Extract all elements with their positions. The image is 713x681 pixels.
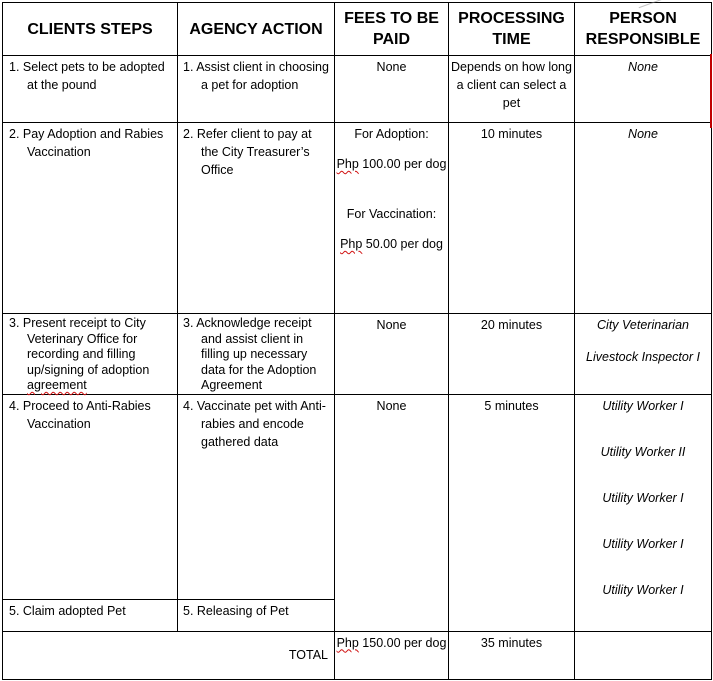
person-3-line-1: City Veterinarian (597, 318, 689, 332)
time-3-cell: 20 minutes (449, 314, 575, 395)
action-1-text: 1. Assist client in choosing a pet for adoption (183, 60, 329, 92)
step-5-text: 5. Claim adopted Pet (9, 603, 126, 618)
table-row (3, 314, 712, 395)
action-5-text: 5. Releasing of Pet (183, 603, 289, 618)
step-4-cell (3, 394, 178, 599)
action-2-text: 2. Refer client to pay at the City Treasurer’s Office (183, 127, 312, 177)
person-3-line-2: Livestock Inspector I (586, 350, 700, 364)
step-3-text (9, 316, 173, 394)
person-4-line-4: Utility Worker I (602, 536, 684, 551)
person-4-line-2: Utility Worker II (600, 444, 686, 459)
action-4-cell (178, 394, 335, 599)
php-word: Php (340, 237, 363, 251)
service-steps-table (2, 2, 712, 680)
person-3-cell (575, 314, 712, 395)
fee-1-cell: None (335, 56, 449, 123)
fee-vaccination-amount (335, 235, 448, 253)
step-2-cell (3, 123, 178, 314)
step-3-cell (3, 314, 178, 395)
fee-adoption-value: 100.00 per dog (358, 157, 447, 171)
step-1-cell (3, 56, 178, 123)
person-4-line-3: Utility Worker I (602, 490, 684, 505)
time-2-cell: 10 minutes (449, 123, 575, 314)
step-3-underlined: agreement (27, 378, 87, 392)
person-1-cell: None (575, 56, 712, 123)
fee-adoption-label: For Adoption: (354, 127, 429, 141)
step-4-text: 4. Proceed to Anti-Rabies Vaccination (9, 398, 151, 431)
fee-4-cell: None (335, 394, 449, 631)
action-2-cell (178, 123, 335, 314)
total-fee-cell (335, 631, 449, 679)
header-person-responsible: PERSON RESPONSIBLE (575, 3, 712, 56)
action-3-text: 3. Acknowledge receipt and assist client in filling up necessary data for the Adoption Agreement (183, 316, 317, 392)
action-5-cell (178, 599, 335, 631)
action-1-cell (178, 56, 335, 123)
total-fee-value: 150.00 per dog (358, 635, 447, 650)
action-3-cell (178, 314, 335, 395)
action-4-text: 4. Vaccinate pet with Anti-rabies and encode gathered data (183, 398, 326, 449)
fee-vaccination-label: For Vaccination: (346, 207, 437, 221)
step-2-text: 2. Pay Adoption and Rabies Vaccination (9, 127, 164, 159)
header-clients-steps: CLIENTS STEPS (3, 3, 178, 56)
total-row (3, 631, 712, 679)
person-4-cell (575, 394, 712, 631)
table-row (3, 394, 712, 599)
fee-2-cell (335, 123, 449, 314)
fee-3-cell: None (335, 314, 449, 395)
person-4-line-1: Utility Worker I (602, 398, 684, 413)
header-row (3, 3, 712, 56)
fee-vaccination-value: 50.00 per dog (362, 237, 443, 251)
step-5-cell (3, 599, 178, 631)
step-1-text: 1. Select pets to be adopted at the pound (9, 60, 165, 92)
header-agency-action: AGENCY ACTION (178, 3, 335, 56)
person-4-line-5: Utility Worker I (602, 582, 684, 597)
time-4-cell: 5 minutes (449, 394, 575, 631)
total-label: TOTAL (3, 631, 335, 679)
time-1-cell: Depends on how long a client can select a pet (449, 56, 575, 123)
header-processing-time: PROCESSING TIME (449, 3, 575, 56)
header-fees: FEES TO BE PAID (335, 3, 449, 56)
total-person-cell (575, 631, 712, 679)
fee-adoption-amount (335, 155, 448, 173)
table-row (3, 123, 712, 314)
php-word: Php (336, 635, 359, 650)
table-row (3, 56, 712, 123)
person-2-cell: None (575, 123, 712, 314)
step-3-prefix: 3. Present receipt to City Veterinary Office for recording and filling up/signing of adoption (9, 316, 150, 377)
total-time-cell: 35 minutes (449, 631, 575, 679)
margin-mark (710, 54, 712, 128)
php-word: Php (336, 157, 359, 171)
